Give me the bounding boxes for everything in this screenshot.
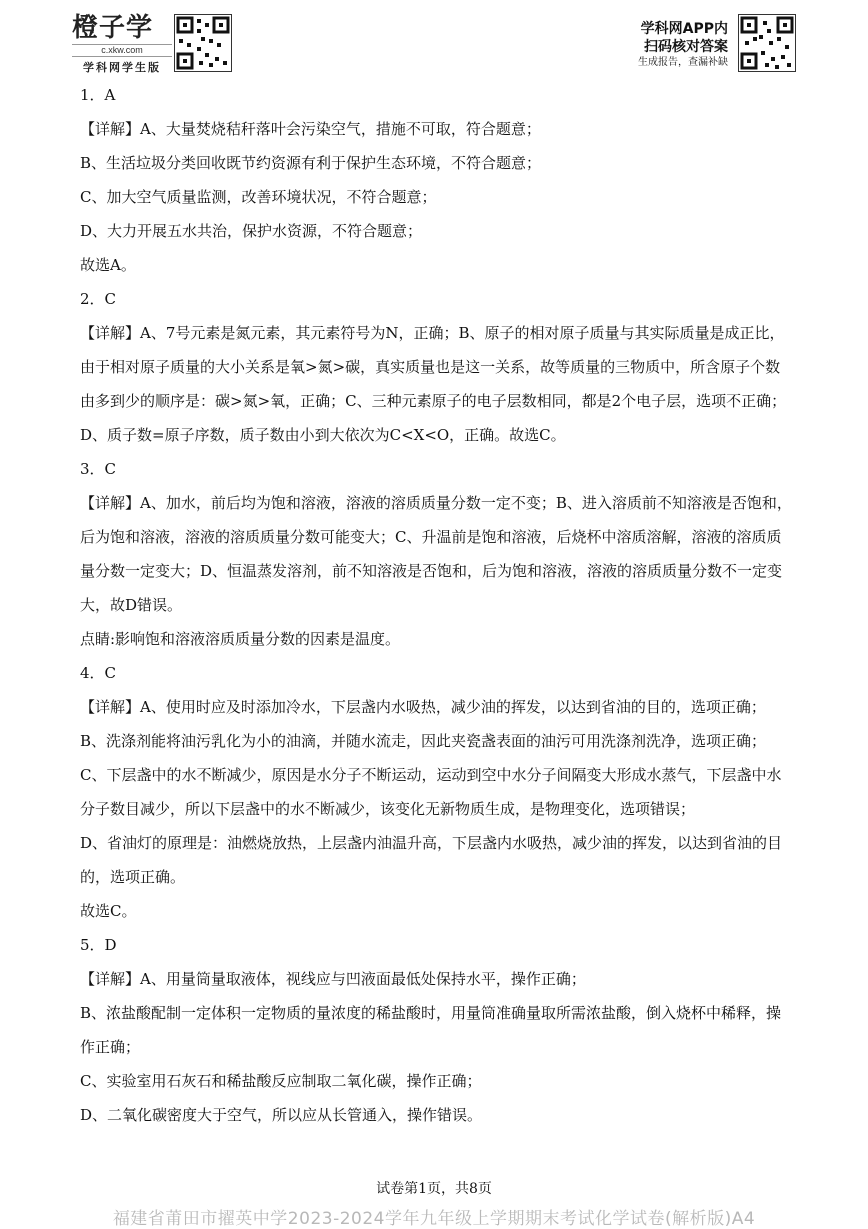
text-line: B、浓盐酸配制一定体积一定物质的量浓度的稀盐酸时，用量筒准确量取所需浓盐酸，倒入烧杯中稀释，操 (80, 1004, 782, 1022)
text-line: 量分数一定变大；D、恒温蒸发溶剂，前不知溶液是否饱和，后为饱和溶液，溶液的溶质质量分数不一定变 (80, 562, 783, 580)
text-line: 点睛:影响饱和溶液溶质质量分数的因素是温度。 (80, 630, 401, 648)
logo-url: c.xkw.com (72, 44, 172, 57)
brand-logo (72, 14, 172, 75)
text-line: 4．C (80, 664, 117, 682)
watermark-text: 福建省莆田市擢英中学2023-2024学年九年级上学期期末考试化学试卷(解析版)A4 (112, 1209, 756, 1229)
answer-content (80, 78, 796, 1132)
scan-promo (638, 20, 728, 70)
text-line: C、下层盏中的水不断减少，原因是水分子不断运动，运动到空中水分子间隔变大形成水蒸气，下层盏中水 (80, 766, 782, 784)
text-line: 作正确； (80, 1038, 141, 1056)
text-line: 由多到少的顺序是：碳>氮>氧，正确；C、三种元素原子的电子层数相同，都是2个电子层，选项不正确； (80, 392, 787, 410)
text-line: D、二氧化碳密度大于空气，所以应从长管通入，操作错误。 (80, 1106, 483, 1124)
text-line: 故选C。 (80, 902, 137, 920)
page-footer: 试卷第1页，共8页 (376, 1181, 492, 1197)
text-line: C、实验室用石灰石和稀盐酸反应制取二氧化碳，操作正确； (80, 1072, 482, 1090)
text-line: 的，选项正确。 (80, 868, 186, 886)
text-line: 大，故D错误。 (80, 596, 183, 614)
text-line: C、加大空气质量监测，改善环境状况，不符合题意； (80, 188, 437, 206)
logo-subtitle: 学科网学生版 (83, 61, 161, 74)
qr-code-icon (174, 14, 232, 72)
text-line: D、质子数=原子序数，质子数由小到大依次为C<X<O，正确。故选C。 (80, 426, 566, 444)
text-line: D、省油灯的原理是：油燃烧放热，上层盏内油温升高，下层盏内水吸热，减少油的挥发，以达到省油的目 (80, 834, 783, 852)
text-line: 由于相对原子质量的大小关系是氧>氮>碳，真实质量也是这一关系，故等质量的三物质中，所含原子个数 (80, 358, 781, 376)
promo-line-3: 生成报告，查漏补缺 (638, 57, 728, 68)
text-line: 【详解】A、7号元素是氮元素，其元素符号为N，正确；B、原子的相对原子质量与其实际质量是成正比， (80, 324, 785, 342)
text-line: B、洗涤剂能将油污乳化为小的油滴，并随水流走，因此夹瓷盏表面的油污可用洗涤剂洗净，选项正确； (80, 732, 767, 750)
text-line: 1．A (80, 86, 116, 104)
text-line: 【详解】A、大量焚烧秸秆落叶会污染空气，措施不可取，符合题意； (80, 120, 541, 138)
text-line: 5．D (80, 936, 117, 954)
text-line: 分子数目减少，所以下层盏中的水不断减少，该变化无新物质生成，是物理变化，选项错误； (80, 800, 696, 818)
text-line: D、大力开展五水共治，保护水资源，不符合题意； (80, 222, 423, 240)
text-line: 【详解】A、加水，前后均为饱和溶液，溶液的溶质质量分数一定不变；B、进入溶质前不知溶液是否饱和， (80, 494, 792, 512)
text-line: 后为饱和溶液，溶液的溶质质量分数可能变大；C、升温前是饱和溶液，后烧杯中溶质溶解，溶液的溶质质 (80, 528, 782, 546)
qr-code-icon (738, 14, 796, 72)
text-line: 2．C (80, 290, 117, 308)
promo-line-1: 学科网APP内 (640, 21, 728, 37)
text-line: B、生活垃圾分类回收既节约资源有利于保护生态环境，不符合题意； (80, 154, 542, 172)
text-line: 【详解】A、用量筒量取液体，视线应与凹液面最低处保持水平，操作正确； (80, 970, 586, 988)
page-header (0, 0, 868, 80)
promo-line-2: 扫码核对答案 (644, 39, 728, 55)
text-line: 故选A。 (80, 256, 136, 274)
text-line: 【详解】A、使用时应及时添加冷水，下层盏内水吸热，减少油的挥发，以达到省油的目的，选项正确； (80, 698, 766, 716)
text-line: 3．C (80, 460, 117, 478)
logo-word: 橙子学 (72, 13, 154, 43)
